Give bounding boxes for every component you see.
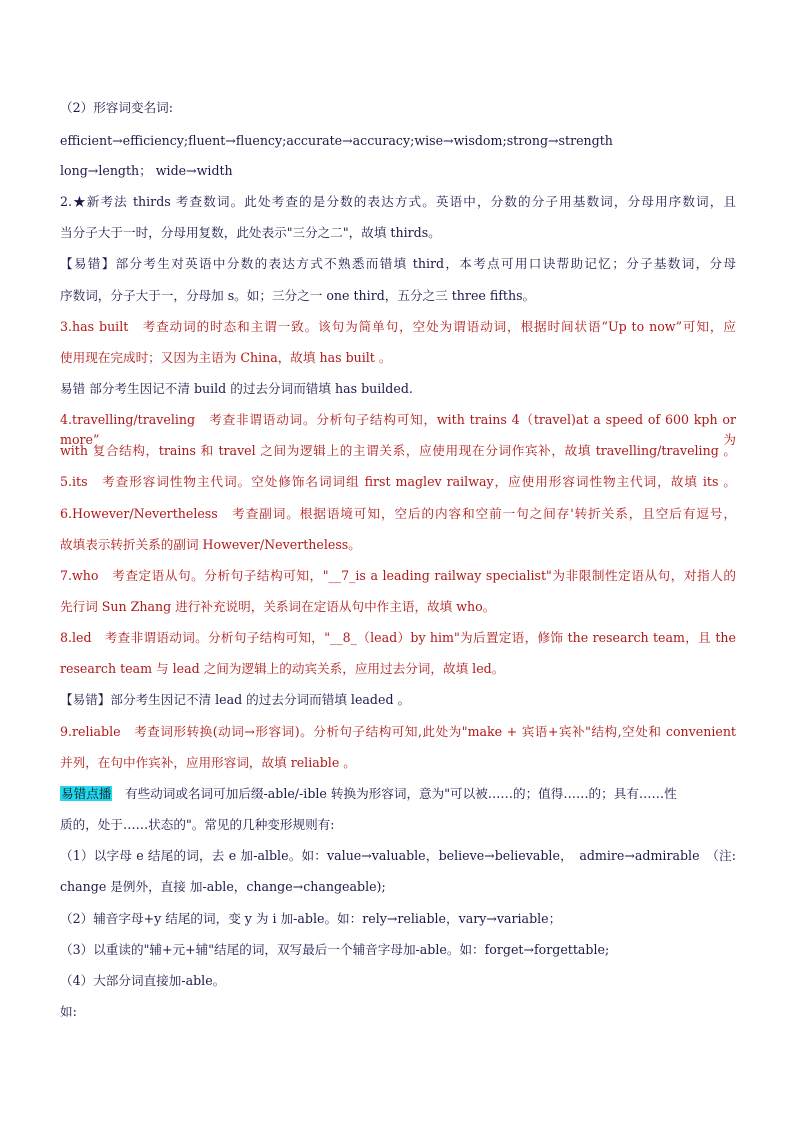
text-line: 3.has built 考查动词的时态和主谓一致。该句为简单句，空处为谓语动词，根据时间状语“Up to now”可知，应 <box>60 319 736 334</box>
highlight-label: 易错点播 <box>61 786 112 801</box>
text-line: 易错 部分考生因记不清 build 的过去分词而错填 has builded. <box>60 381 413 396</box>
text-line: 故填表示转折关系的副词 However/Nevertheless。 <box>60 537 361 552</box>
text-span: 有些动词或名词可加后缀-able/-ible 转换为形容词，意为"可以被……的；值得……的；具有……性 <box>112 786 677 801</box>
text-line <box>60 784 736 804</box>
text-line: 【易错】部分考生因记不清 lead 的过去分词而错填 leaded 。 <box>60 692 411 707</box>
text-line: 2.★新考法 thirds 考查数词。此处考查的是分数的表达方式。英语中，分数的分子用基数词，分母用序数词，且 <box>60 194 736 209</box>
text-line: 并列，在句中作宾补，应用形容词，故填 reliable 。 <box>60 755 356 770</box>
text-line: long→length； wide→width <box>60 163 233 178</box>
text-line: 8.led 考查非谓语动词。分析句子结构可知，"__8_（lead）by him"为后置定语，修饰 the research team，且 the <box>60 630 736 645</box>
text-line: 7.who 考查定语从句。分析句子结构可知，"__7_is a leading railway specialist"为非限制性定语从句，对指人的 <box>60 568 736 583</box>
text-line: 4.travelling/traveling 考查非谓语动词。分析句子结构可知，with trains 4（travel)at a speed of 600 kph or more”为 <box>60 412 736 447</box>
text-line: （2）辅音字母+y 结尾的词，变 y 为 i 加-able。如：rely→reliable，vary→variable； <box>60 911 562 926</box>
text-line: 6.However/Nevertheless 考查副词。根据语境可知，空后的内容和空前一句之间存'转折关系，且空后有逗号， <box>60 506 736 521</box>
text-line: （1）以字母 e 结尾的词，去 e 加-alble。如：value→valuable，believe→believable， admire→admirable （注: <box>60 848 736 863</box>
text-line: change 是例外，直接 加-able，change→changeable); <box>60 879 386 894</box>
text-line: 使用现在完成时；又因为主语为 China，故填 has built 。 <box>60 350 392 365</box>
text-line: 如: <box>60 1004 77 1019</box>
text-line: （2）形容词变名词: <box>60 100 174 115</box>
text-line: （4）大部分词直接加-able。 <box>60 973 226 988</box>
text-line: 当分子大于一时，分母用复数，此处表示"三分之二"，故填 thirds。 <box>60 225 441 240</box>
text-line: 先行词 Sun Zhang 进行补充说明，关系词在定语从句中作主语，故填 who。 <box>60 599 496 614</box>
text-line: efficient→efficiency;fluent→fluency;accurate→accuracy;wise→wisdom;strong→strength <box>60 133 613 148</box>
text-line: 【易错】部分考生对英语中分数的表达方式不熟悉而错填 third，本考点可用口诀帮助记忆；分子基数词，分母 <box>60 256 736 271</box>
text-line: with 复合结构，trains 和 travel 之间为逻辑上的主谓关系，应使用现在分词作宾补，故填 travelling/traveling 。 <box>60 443 736 458</box>
text-line: （3）以重读的"辅+元+辅"结尾的词，双写最后一个辅音字母加-able。如：forget→forgettable; <box>60 942 610 957</box>
text-line: 序数词，分子大于一，分母加 s。如；三分之一 one third，五分之三 three fifths。 <box>60 288 536 303</box>
text-line: 9.reliable 考查词形转换(动词→形容词)。分析句子结构可知,此处为"make + 宾语+宾补"结构,空处和 convenient <box>60 724 736 739</box>
text-line: research team 与 lead 之间为逻辑上的动宾关系，应用过去分词，故填 led。 <box>60 661 505 676</box>
text-line: 质的，处于……状态的"。常见的几种变形规则有: <box>60 817 335 832</box>
text-line: 5.its 考查形容词性物主代词。空处修饰名词词组 first maglev railway，应使用形容词性物主代词，故填 its 。 <box>60 474 736 489</box>
